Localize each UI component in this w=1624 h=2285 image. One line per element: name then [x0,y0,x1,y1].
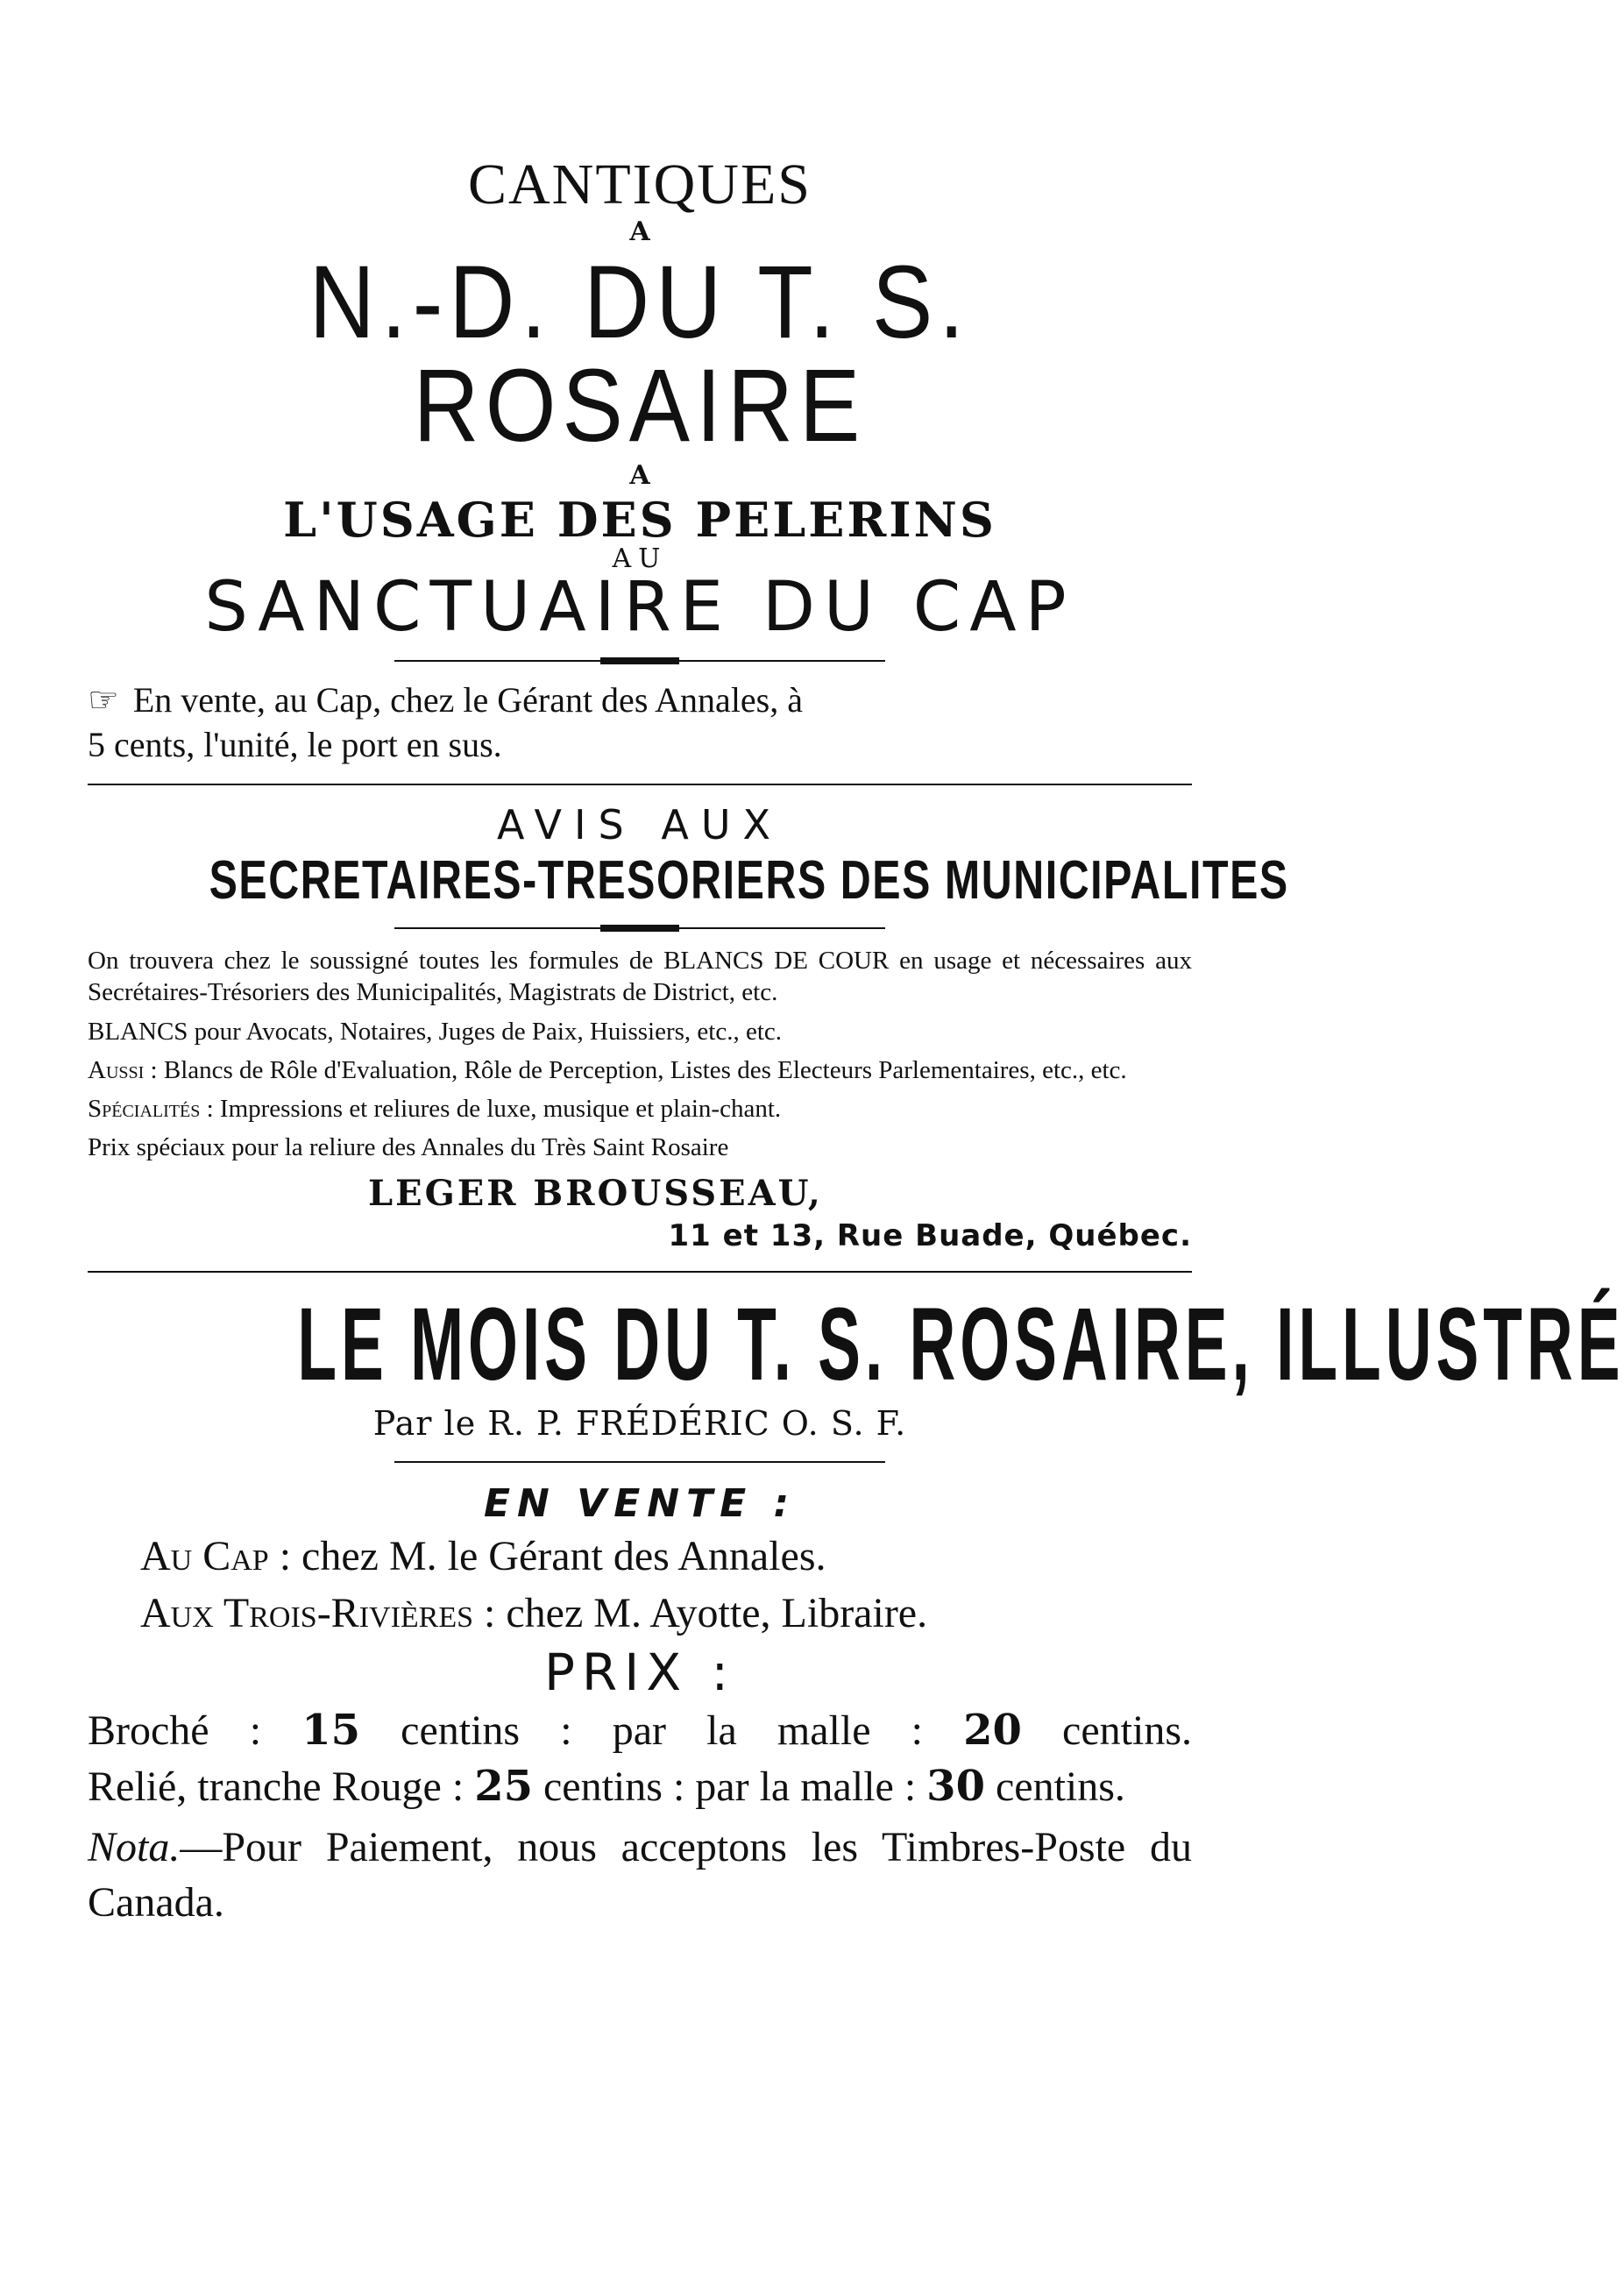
signature-name: LEGER BROUSSEAU, [368,1172,823,1214]
vente-cap-line: Au Cap : chez M. le Gérant des Annales. [140,1533,826,1580]
mois-title: LE MOIS DU T. S. ROSAIRE, ILLUSTRÉ [297,1286,1624,1402]
vente-trois-rivieres-line: Aux Trois-Rivières : chez M. Ayotte, Libraire. [140,1590,928,1636]
mois-author: Par le R. P. FRÉDÉRIC O. S. F. [372,1403,907,1443]
pointing-hand-icon: ☞ [88,680,119,720]
avis-heading: AVIS AUX [496,800,784,848]
usage-line: L'USAGE DES PELERINS [283,492,996,548]
prix-heading: PRIX : [543,1642,736,1702]
sanctuaire-line: SANCTUAIRE DU CAP [204,568,1075,648]
ornamental-rule-1 [394,660,885,662]
vente-notice [88,678,1192,767]
avis-paragraph-5: Prix spéciaux pour la reliure des Annales du Très Saint Rosaire [88,1133,729,1162]
vente-line-2: 5 cents, l'unité, le port en sus. [88,725,502,765]
vente-line-1: En vente, au Cap, chez le Gérant des Annales, à [132,680,803,720]
nota-paragraph: Nota.—Pour Paiement, nous acceptons les Timbres-Poste du Canada. [88,1824,1192,1927]
document-page [88,140,1624,1931]
connector-a-1: A [629,216,650,247]
price-relie: Relié, tranche Rouge : 25 centins : par la malle : 30 centins. [88,1761,1125,1811]
section-divider-2 [88,1271,1192,1273]
signature-address: 11 et 13, Rue Buade, Québec. [668,1217,1192,1253]
price-broche: Broché : 15 centins : par la malle : 20 centins. [88,1706,1192,1756]
ornamental-rule-2 [394,927,885,929]
section-divider-1 [88,784,1192,785]
cantiques-title: CANTIQUES [468,153,812,216]
main-title: N.-D. DU T. S. ROSAIRE [308,245,971,464]
rule-3 [394,1461,885,1463]
en-vente-heading: EN VENTE : [483,1481,797,1527]
avis-paragraph-4: Spécialités : Impressions et reliures de luxe, musique et plain-chant. [88,1095,782,1124]
secretaires-heading: SECRETAIRES-TRESORIERS DES MUNICIPALITES [209,849,1289,911]
avis-paragraph-1: On trouvera chez le soussigné toutes les formules de BLANCS DE COUR en usage et nécessaires aux Secrétaires-Trésoriers des Municipalités, Magistrats de District, etc. [88,947,1192,1007]
connector-au: AU [612,543,668,575]
avis-body [88,945,1192,1164]
connector-a-2: A [629,460,650,491]
avis-paragraph-3: Aussi : Blancs de Rôle d'Evaluation, Rôle de Perception, Listes des Electeurs Parlementaires, etc., etc. [88,1055,1127,1084]
avis-paragraph-2: BLANCS pour Avocats, Notaires, Juges de Paix, Huissiers, etc., etc. [88,1017,783,1046]
